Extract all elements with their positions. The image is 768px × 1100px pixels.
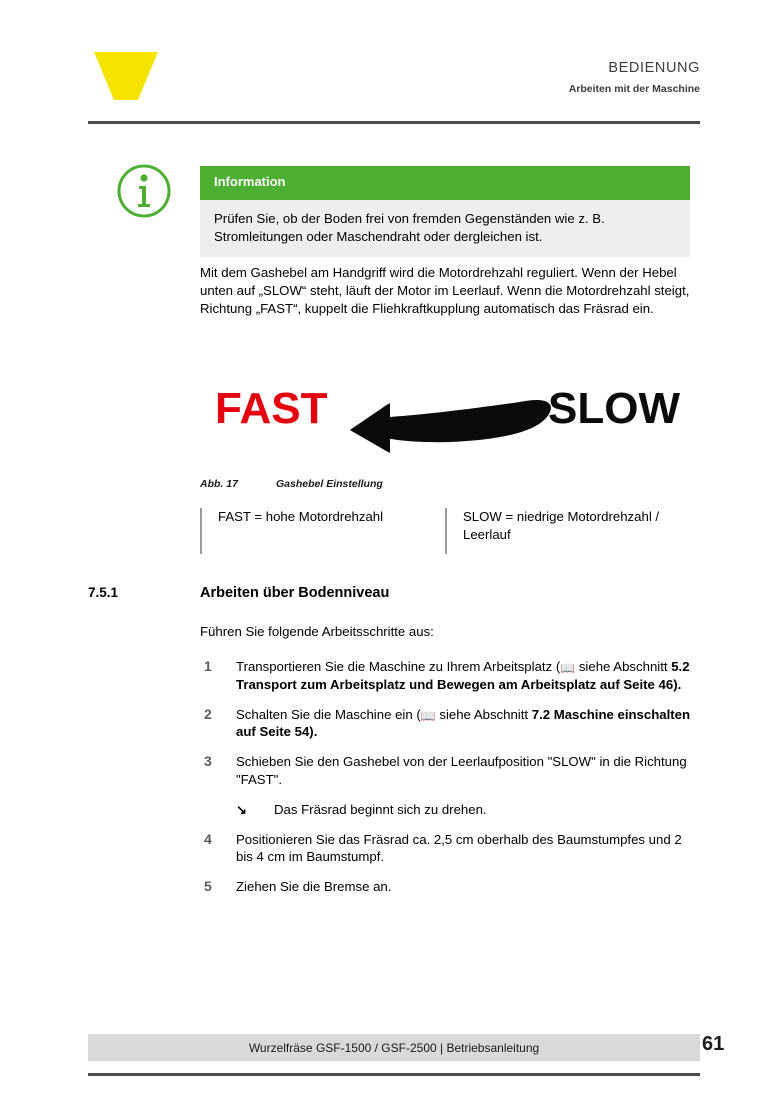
information-box-heading: Information (200, 166, 690, 200)
figure-label-fast: FAST (215, 384, 328, 433)
step-text: Schieben Sie den Gashebel von der Leerlaufposition "SLOW" in die Richtung "FAST". (236, 754, 687, 787)
list-item (200, 878, 700, 902)
arrow-down-right-icon: ↘ (236, 801, 247, 817)
list-item (200, 658, 700, 694)
legend-item-fast: FAST = hohe Motordrehzahl (200, 508, 445, 554)
step-text: Positionieren Sie das Fräsrad ca. 2,5 cm oberhalb des Baumstumpfes und 2 bis 4 cm im Baumstumpf. (236, 831, 682, 865)
step-text: Transportieren Sie die Maschine zu Ihrem Arbeitsplatz (📖 siehe Abschnitt 5.2 Transport zum Arbeitsplatz und Bewegen am Arbeitsplatz auf Seite 46). (236, 659, 690, 692)
step-result (236, 801, 700, 819)
step-number: 2 (204, 705, 212, 722)
step-number: 4 (204, 830, 212, 847)
legend-item-slow: SLOW = niedrige Motordrehzahl / Leerlauf (445, 508, 690, 554)
step-text: Schalten Sie die Maschine ein (📖 siehe Abschnitt 7.2 Maschine einschalten auf Seite 54). (236, 706, 691, 740)
header-subtitle: Arbeiten mit der Maschine (568, 83, 700, 95)
step-text: Ziehen Sie die Bremse an. (236, 879, 392, 895)
book-icon: 📖 (420, 708, 436, 723)
header-title: BEDIENUNG (608, 60, 700, 76)
section-intro: Führen Sie folgende Arbeitsschritte aus: (200, 624, 434, 639)
figure-caption-text: Gashebel Einstellung (276, 478, 383, 490)
intro-paragraph: Mit dem Gashebel am Handgriff wird die Motordrehzahl reguliert. Wenn der Hebel unten auf „SLOW“ steht, läuft der Motor im Leerlauf. Wenn die Motordrehzahl steigt, Richtung „FAST“, kuppelt die Fliehkraftkupplung automatisch das Fräsrad ein. (200, 265, 690, 316)
section-number: 7.5.1 (88, 585, 119, 600)
company-logo (88, 44, 176, 106)
information-box-body: Prüfen Sie, ob der Boden frei von fremden Gegenständen wie z. B. Stromleitungen oder Maschendraht oder dergleichen ist. (200, 200, 690, 257)
step-result-text: Das Fräsrad beginnt sich zu drehen. (274, 801, 487, 817)
step-list (200, 658, 700, 914)
footer-text: Wurzelfräse GSF-1500 / GSF-2500 | Betriebsanleitung (248, 1041, 540, 1055)
page-header (88, 44, 700, 120)
header-text-block (569, 60, 700, 95)
footer-divider (88, 1073, 700, 1076)
step-number: 3 (204, 753, 212, 770)
book-icon: 📖 (560, 661, 576, 675)
list-item (200, 831, 700, 867)
figure-label-slow: SLOW (548, 384, 680, 433)
figure-legend (200, 508, 690, 556)
curved-arrow-icon (320, 378, 570, 458)
figure-caption-number: Abb. 17 (200, 478, 238, 490)
step-number: 5 (204, 878, 212, 895)
page-number: 61 (702, 1033, 725, 1055)
header-divider (88, 121, 700, 124)
information-box (200, 166, 690, 257)
step-number: 1 (204, 658, 212, 674)
list-item (200, 753, 700, 818)
figure-caption (200, 478, 383, 490)
list-item (200, 706, 700, 742)
section-title: Arbeiten über Bodenniveau (200, 585, 390, 601)
information-icon (116, 163, 172, 219)
throttle-figure (200, 372, 690, 464)
